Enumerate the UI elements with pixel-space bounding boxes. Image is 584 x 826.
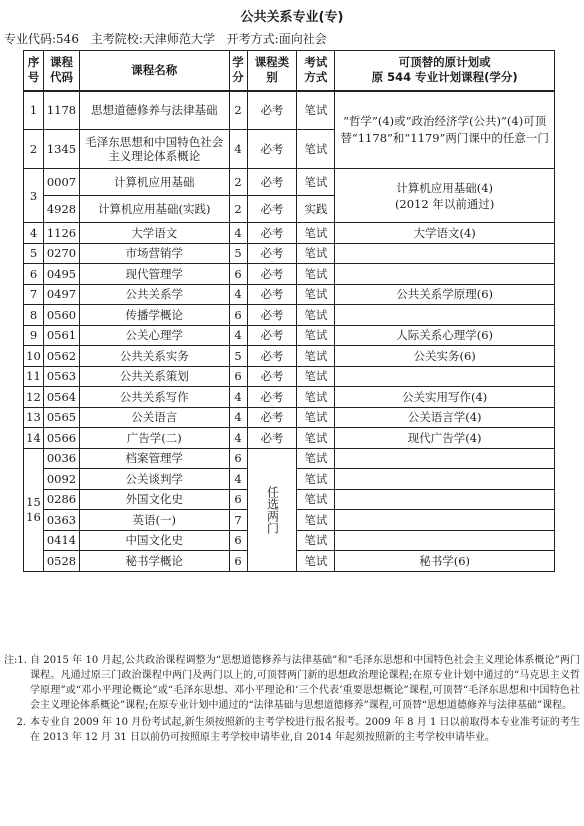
cell-seq: 8 <box>24 305 44 326</box>
cell-credit: 6 <box>229 530 247 551</box>
cell-credit: 4 <box>229 325 247 346</box>
cell-exam: 实践 <box>297 196 335 223</box>
cell-code: 0566 <box>43 428 79 449</box>
cell-code: 0414 <box>43 530 79 551</box>
cell-seq: 13 <box>24 407 44 428</box>
cell-exam: 笔试 <box>297 264 335 285</box>
header-name: 课程名称 <box>79 51 229 91</box>
cell-exam: 笔试 <box>297 346 335 367</box>
cell-credit: 4 <box>229 130 247 169</box>
cell-seq: 6 <box>24 264 44 285</box>
cell-replace: 公共关系学原理(6) <box>335 284 555 305</box>
cell-code: 0565 <box>43 407 79 428</box>
cell-exam: 笔试 <box>297 243 335 264</box>
cell-exam: 笔试 <box>297 130 335 169</box>
cell-name: 档案管理学 <box>79 448 229 469</box>
cell-seq: 2 <box>24 130 44 169</box>
cell-name: 中国文化史 <box>79 530 229 551</box>
cell-name: 传播学概论 <box>79 305 229 326</box>
cell-category: 必考 <box>247 130 297 169</box>
cell-code: 1178 <box>43 91 79 130</box>
cell-replace <box>335 469 555 490</box>
curriculum-table <box>23 50 555 572</box>
footnote-number: 2. <box>16 717 26 728</box>
footnote <box>4 653 580 713</box>
cell-name: 思想道德修养与法律基础 <box>79 91 229 130</box>
cell-credit: 4 <box>229 407 247 428</box>
header-seq: 序号 <box>24 51 44 91</box>
cell-replace <box>335 366 555 387</box>
cell-category: 必考 <box>247 243 297 264</box>
cell-code: 0270 <box>43 243 79 264</box>
cell-name: 毛泽东思想和中国特色社会主义理论体系概论 <box>79 130 229 169</box>
table-row <box>24 91 555 130</box>
cell-code: 0286 <box>43 489 79 510</box>
cell-seq: 12 <box>24 387 44 408</box>
cell-credit: 7 <box>229 510 247 531</box>
cell-category: 必考 <box>247 387 297 408</box>
cell-exam: 笔试 <box>297 489 335 510</box>
table-row <box>24 407 555 428</box>
cell-replace: 公关实用写作(4) <box>335 387 555 408</box>
header-replace-line2: 原 544 专业计划课程(学分) <box>371 70 518 85</box>
cell-replace <box>335 305 555 326</box>
program-info <box>4 30 335 47</box>
table-header-row <box>24 51 555 91</box>
cell-code: 0497 <box>43 284 79 305</box>
replace-computer-line1: 计算机应用基础(4) <box>396 180 494 195</box>
cell-seq: 10 <box>24 346 44 367</box>
cell-credit: 6 <box>229 551 247 572</box>
cell-replace: 现代广告学(4) <box>335 428 555 449</box>
cell-name: 公关心理学 <box>79 325 229 346</box>
table-row <box>24 284 555 305</box>
cell-credit: 2 <box>229 91 247 130</box>
cell-replace-computer <box>335 169 555 223</box>
table-row <box>24 448 555 469</box>
cell-seq: 5 <box>24 243 44 264</box>
cell-credit: 2 <box>229 196 247 223</box>
cell-category: 必考 <box>247 223 297 244</box>
table-row <box>24 428 555 449</box>
table-row <box>24 264 555 285</box>
cell-name: 公共关系学 <box>79 284 229 305</box>
cell-code: 0562 <box>43 346 79 367</box>
footnote-text: 自 2015 年 10 月起,公共政治课程调整为“思想道德修养与法律基础”和“毛泽东思想和中国特色社会主义理论体系概论”两门课程。凡通过原三门政治课程中两门及两门以上的,可顶替两门新的思想政治理论课程;在原专业计划中通过的“马克思主义哲学原理”或“邓小平理论概论”或“毛泽东思想、邓小平理论和‘三个代表’重要思想概论”课程,可顶替“毛泽东思想和中国特色社会主义理论体系概论”课程;在原专业计划中通过的“法律基础与思想道德修养”课程,可顶替“思想道德修养与法律基础”课程。 <box>30 655 580 711</box>
cell-exam: 笔试 <box>297 428 335 449</box>
cell-replace: 秘书学(6) <box>335 551 555 572</box>
cell-exam: 笔试 <box>297 325 335 346</box>
table-row <box>24 305 555 326</box>
footnote <box>4 715 580 745</box>
header-replace-line1: 可顶替的原计划或 <box>398 55 491 70</box>
cell-credit: 4 <box>229 223 247 244</box>
cell-code: 0036 <box>43 448 79 469</box>
cell-seq: 11 <box>24 366 44 387</box>
cell-name: 公共关系写作 <box>79 387 229 408</box>
cell-exam: 笔试 <box>297 530 335 551</box>
cell-category: 必考 <box>247 284 297 305</box>
cell-name: 公共关系实务 <box>79 346 229 367</box>
cell-code: 0528 <box>43 551 79 572</box>
footnotes <box>4 653 580 747</box>
cell-exam: 笔试 <box>297 551 335 572</box>
header-exam: 考试方式 <box>297 51 335 91</box>
cell-credit: 4 <box>229 387 247 408</box>
footnote-text: 本专业自 2009 年 10 月份考试起,新生须按照新的主考学校进行报名报考。2009 年 8 月 1 日以前取得本专业准考证的考生在 2013 年 12 月 31 日以前仍可按照原主考学校申请毕业,自 2014 年起须按照新的主考学校申请毕业。 <box>30 717 580 743</box>
cell-name: 计算机应用基础(实践) <box>79 196 229 223</box>
header-code: 课程代码 <box>43 51 79 91</box>
footnote-number: 注:1. <box>4 655 27 666</box>
cell-exam: 笔试 <box>297 305 335 326</box>
cell-replace: 公关实务(6) <box>335 346 555 367</box>
cell-name: 外国文化史 <box>79 489 229 510</box>
cell-seq: 9 <box>24 325 44 346</box>
cell-code: 0007 <box>43 169 79 196</box>
cell-code: 0561 <box>43 325 79 346</box>
table-row <box>24 223 555 244</box>
table-row <box>24 366 555 387</box>
exam-mode: 开考方式:面向社会 <box>226 32 327 46</box>
cell-category: 必考 <box>247 407 297 428</box>
cell-replace <box>335 510 555 531</box>
cell-replace: 大学语文(4) <box>335 223 555 244</box>
cell-code: 0564 <box>43 387 79 408</box>
cell-category: 必考 <box>247 91 297 130</box>
cell-exam: 笔试 <box>297 91 335 130</box>
cell-replace <box>335 264 555 285</box>
cell-code: 1126 <box>43 223 79 244</box>
header-replace <box>335 51 555 91</box>
header-credit: 学分 <box>229 51 247 91</box>
cell-credit: 6 <box>229 305 247 326</box>
cell-code: 1345 <box>43 130 79 169</box>
cell-name: 公关谈判学 <box>79 469 229 490</box>
cell-name: 广告学(二) <box>79 428 229 449</box>
cell-seq: 1 <box>24 91 44 130</box>
cell-replace <box>335 448 555 469</box>
cell-credit: 2 <box>229 169 247 196</box>
cell-credit: 6 <box>229 489 247 510</box>
cell-replace <box>335 243 555 264</box>
header-category: 课程类别 <box>247 51 297 91</box>
cell-credit: 5 <box>229 243 247 264</box>
cell-name: 现代管理学 <box>79 264 229 285</box>
cell-exam: 笔试 <box>297 366 335 387</box>
cell-exam: 笔试 <box>297 387 335 408</box>
table-row <box>24 346 555 367</box>
cell-code: 0560 <box>43 305 79 326</box>
cell-credit: 4 <box>229 428 247 449</box>
table-row <box>24 387 555 408</box>
cell-seq: 7 <box>24 284 44 305</box>
cell-name: 计算机应用基础 <box>79 169 229 196</box>
cell-exam: 笔试 <box>297 510 335 531</box>
cell-code: 0563 <box>43 366 79 387</box>
cell-replace-politics: “哲学”(4)或“政治经济学(公共)”(4)可顶替“1178”和“1179”两门课中的任意一门 <box>335 91 555 169</box>
cell-name: 公共关系策划 <box>79 366 229 387</box>
cell-exam: 笔试 <box>297 469 335 490</box>
cell-seq: 14 <box>24 428 44 449</box>
cell-name: 公关语言 <box>79 407 229 428</box>
exam-school: 主考院校:天津师范大学 <box>90 32 215 46</box>
cell-name: 市场营销学 <box>79 243 229 264</box>
cell-code: 4928 <box>43 196 79 223</box>
cell-category: 必考 <box>247 196 297 223</box>
cell-category-elective: 任选两门 <box>247 448 297 571</box>
cell-category: 必考 <box>247 366 297 387</box>
cell-category: 必考 <box>247 169 297 196</box>
table-row <box>24 243 555 264</box>
cell-name: 秘书学概论 <box>79 551 229 572</box>
table-row <box>24 169 555 196</box>
cell-code: 0495 <box>43 264 79 285</box>
cell-category: 必考 <box>247 264 297 285</box>
cell-replace: 公关语言学(4) <box>335 407 555 428</box>
cell-credit: 5 <box>229 346 247 367</box>
cell-credit: 4 <box>229 469 247 490</box>
cell-category: 必考 <box>247 305 297 326</box>
cell-category: 必考 <box>247 428 297 449</box>
cell-exam: 笔试 <box>297 284 335 305</box>
cell-exam: 笔试 <box>297 169 335 196</box>
program-code: 专业代码:546 <box>4 32 79 46</box>
cell-category: 必考 <box>247 325 297 346</box>
cell-replace: 人际关系心理学(6) <box>335 325 555 346</box>
cell-code: 0092 <box>43 469 79 490</box>
cell-credit: 4 <box>229 284 247 305</box>
cell-exam: 笔试 <box>297 223 335 244</box>
cell-credit: 6 <box>229 366 247 387</box>
cell-replace <box>335 530 555 551</box>
cell-name: 大学语文 <box>79 223 229 244</box>
cell-replace <box>335 489 555 510</box>
cell-credit: 6 <box>229 448 247 469</box>
cell-code: 0363 <box>43 510 79 531</box>
cell-seq-elective: 15 16 <box>24 448 44 571</box>
cell-credit: 6 <box>229 264 247 285</box>
cell-seq: 3 <box>24 169 44 223</box>
cell-exam: 笔试 <box>297 448 335 469</box>
table-row <box>24 325 555 346</box>
cell-exam: 笔试 <box>297 407 335 428</box>
cell-category: 必考 <box>247 346 297 367</box>
page-title: 公共关系专业(专) <box>240 10 344 25</box>
replace-computer-line2: (2012 年以前通过) <box>394 196 495 211</box>
cell-seq: 4 <box>24 223 44 244</box>
cell-name: 英语(一) <box>79 510 229 531</box>
